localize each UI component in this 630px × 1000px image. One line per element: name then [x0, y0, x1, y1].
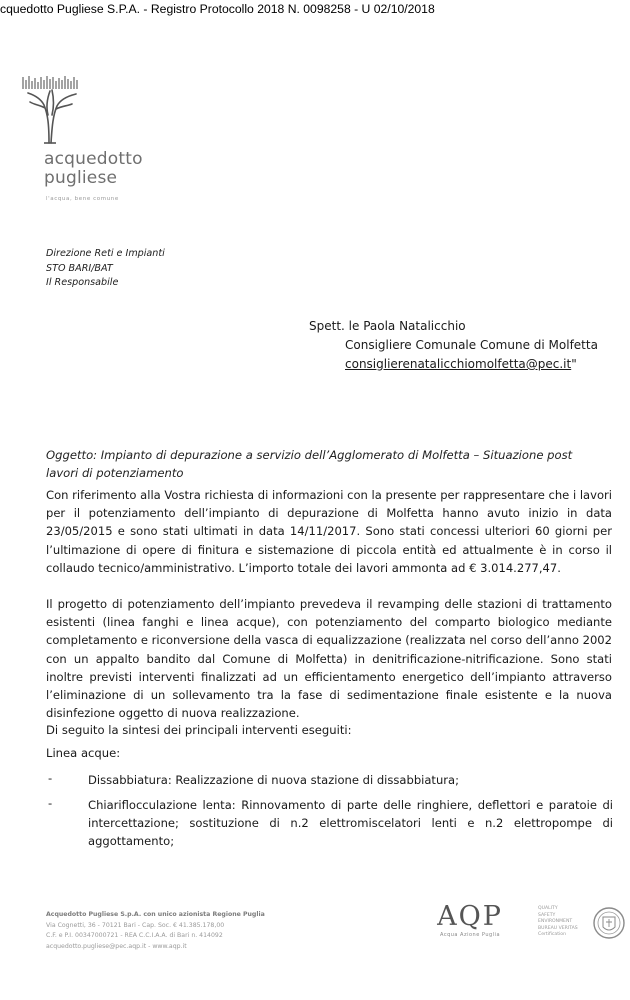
cert-line-5: Certification — [538, 932, 567, 937]
footer-line-4: acquedotto.pugliese@pec.aqp.it - www.aqp.it — [46, 942, 187, 950]
recipient-email-link[interactable]: consiglierenatalicchiomolfetta@pec.it — [345, 357, 572, 371]
bullet-dash-1: - — [48, 771, 53, 785]
sender-department: Direzione Reti e Impianti — [46, 248, 165, 259]
recipient-email-suffix: " — [571, 357, 577, 371]
cert-line-4: BUREAU VERITAS — [538, 925, 578, 931]
sender-block — [46, 247, 165, 291]
section-heading-linea-acque: Linea acque: — [46, 746, 121, 760]
body-paragraph-2: Il progetto di potenziamento dell’impianto prevedeva il revamping delle stazioni di trattamento esistenti (linea fanghi e linea acque), con potenziamento del comparto biologico mediante completamento e riconversione della vasca di equalizzazione (realizzata nel corso dell’anno 2002 con un appalto bandito dal Comune di Molfetta) in denitrificazione-nitrificazione. Sono stati inoltre previsti interventi finalizzati ad un efficientamento energetico dell’impianto attraverso l’eliminazione di un sollevamento tra la fase di sedimentazione finale esistente e la nuova disinfezione oggetto di nuova realizzazione. — [46, 597, 612, 721]
aqp-logo-subtitle: Acqua Azione Puglia — [439, 932, 501, 938]
footer-line-3: C.F. e P.I. 00347000721 - REA C.C.I.A.A. di Bari n. 414092 — [46, 932, 223, 939]
aqp-logo-letters: AQP — [437, 901, 503, 932]
cert-line-3: ENVIRONMENT — [538, 919, 573, 924]
sender-role: Il Responsabile — [46, 277, 119, 288]
logo-word-acquedotto: acquedotto — [44, 149, 143, 169]
certification-seal-icon — [592, 905, 626, 941]
footer-line-2: Via Cognetti, 36 - 70121 Bari - Cap. Soc. € 41.385.178,00 — [46, 921, 225, 929]
acquedotto-pugliese-logo — [20, 75, 82, 145]
recipient-email-line — [345, 355, 577, 374]
logo-word-pugliese: pugliese — [44, 168, 118, 188]
footer-company-info — [46, 910, 265, 952]
cert-line-1: QUALITY — [538, 906, 558, 911]
certification-text — [538, 906, 578, 939]
bullet-dash-2: - — [48, 796, 53, 810]
recipient-salutation: Spett. le Paola Natalicchio — [309, 319, 466, 333]
sender-office: STO BARI/BAT — [46, 262, 113, 274]
bullet-item-1: Dissabbiatura: Realizzazione di nuova stazione di dissabbiatura; — [88, 773, 459, 787]
footer-line-1: Acquedotto Pugliese S.p.A. con unico azionista Regione Puglia — [46, 911, 265, 918]
protocol-header: cquedotto Pugliese S.P.A. - Registro Protocollo 2018 N. 0098258 - U 02/10/2018 — [0, 2, 435, 16]
body-paragraph-1: Con riferimento alla Vostra richiesta di informazioni con la presente per rappresentare che i lavori per il potenziamento dell’impianto di depurazione di Molfetta hanno avuto inizio in data 23/05/2015 e sono stati ultimati in data 14/11/2017. Sono stati concessi ulteriori 60 giorni per l’ultimazione di opere di finitura e sistemazione di piccola entità ed attualmente è in corso il collaudo tecnico/amministrativo. L’importo totale dei lavori ammonta ad € 3.014.277,47. — [46, 488, 612, 575]
recipient-role: Consigliere Comunale Comune di Molfetta — [345, 338, 598, 352]
aqp-logo — [420, 902, 520, 938]
interventions-intro: Di seguito la sintesi dei principali interventi eseguiti: — [46, 723, 352, 737]
cert-line-2: SAFETY — [538, 912, 556, 918]
bullet-item-2: Chiariflocculazione lenta: Rinnovamento di parte delle ringhiere, deflettori e paratoie di intercettazione; sostituzione di n.2 elettromiscelatori lenti e n.2 elettropompe di aggottamento; — [88, 798, 613, 849]
logo-tagline: l'acqua, bene comune — [46, 196, 119, 202]
letter-subject: Oggetto: Impianto di depurazione a servizio dell’Agglomerato di Molfetta – Situazione post lavori di potenziamento — [46, 448, 573, 480]
